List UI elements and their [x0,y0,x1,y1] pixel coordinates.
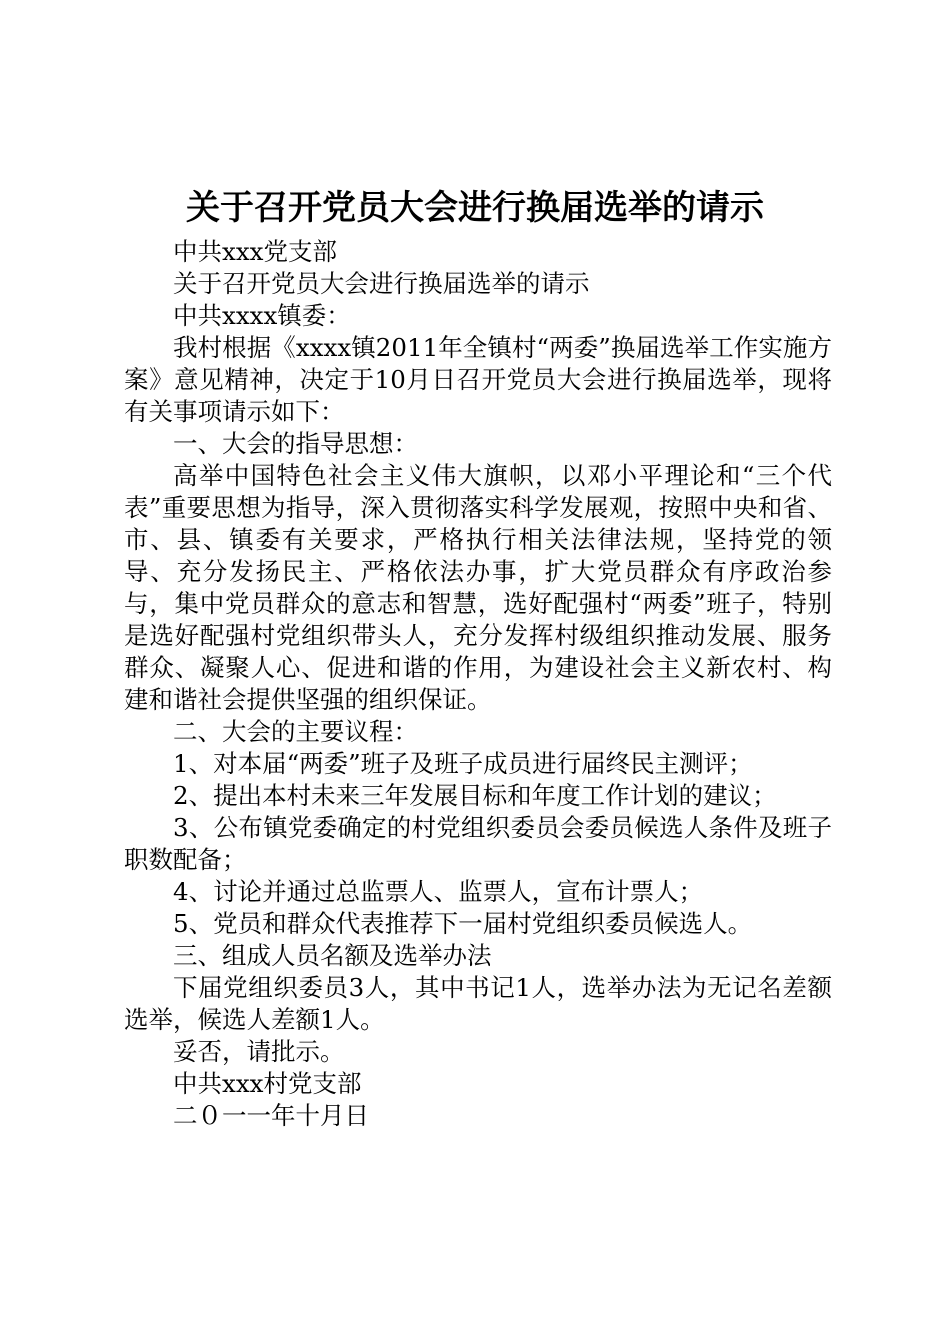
agenda-item-2: 2、提出本村未来三年发展目标和年度工作计划的建议； [173,781,777,810]
agenda-item-4: 4、讨论并通过总监票人、监票人，宣布计票人； [173,877,704,906]
section-heading-1: 一、大会的指导思想： [173,429,418,458]
paragraph-sender: 中共xxx党支部 [173,237,337,266]
section-heading-3: 三、组成人员名额及选举办法 [173,941,492,970]
paragraph-intro: 我村根据《xxxx镇2011年全镇村“两委”换届选举工作实施方案》意见精神，决定于10月日召开党员大会进行换届选举，现将有关事项请示如下： [124,333,832,426]
agenda-item-5: 5、党员和群众代表推荐下一届村党组织委员候选人。 [173,909,753,938]
paragraph-subject: 关于召开党员大会进行换届选举的请示 [173,269,590,298]
paragraph-guiding-thought: 高举中国特色社会主义伟大旗帜，以邓小平理论和“三个代表”重要思想为指导，深入贯彻落实科学发展观，按照中央和省、市、县、镇委有关要求，严格执行相关法律法规，坚持党的领导、充分发扬民主、严格依法办事，扩大党员群众有序政治参与，集中党员群众的意志和智慧，选好配强村“两委”班子，特别是选好配强村党组织带头人，充分发挥村级组织推动发展、服务群众、凝聚人心、促进和谐的作用，为建设社会主义新农村、构建和谐社会提供坚强的组织保证。 [124,461,832,714]
agenda-item-3: 3、公布镇党委确定的村党组织委员会委员候选人条件及班子职数配备； [124,813,832,874]
paragraph-recipient: 中共xxxx镇委： [173,301,351,330]
document-body [124,236,832,1132]
paragraph-request-approval: 妥否，请批示。 [173,1037,345,1066]
section-heading-2: 二、大会的主要议程： [173,717,418,746]
agenda-item-1: 1、对本届“两委”班子及班子成员进行届终民主测评； [173,749,753,778]
paragraph-election-method: 下届党组织委员3人，其中书记1人，选举办法为无记名差额选举，候选人差额1人。 [124,973,832,1034]
document-title: 关于召开党员大会进行换届选举的请示 [186,188,764,228]
signature-organization: 中共xxx村党支部 [173,1069,362,1098]
signature-date: 二０一一年十月日 [173,1101,369,1130]
